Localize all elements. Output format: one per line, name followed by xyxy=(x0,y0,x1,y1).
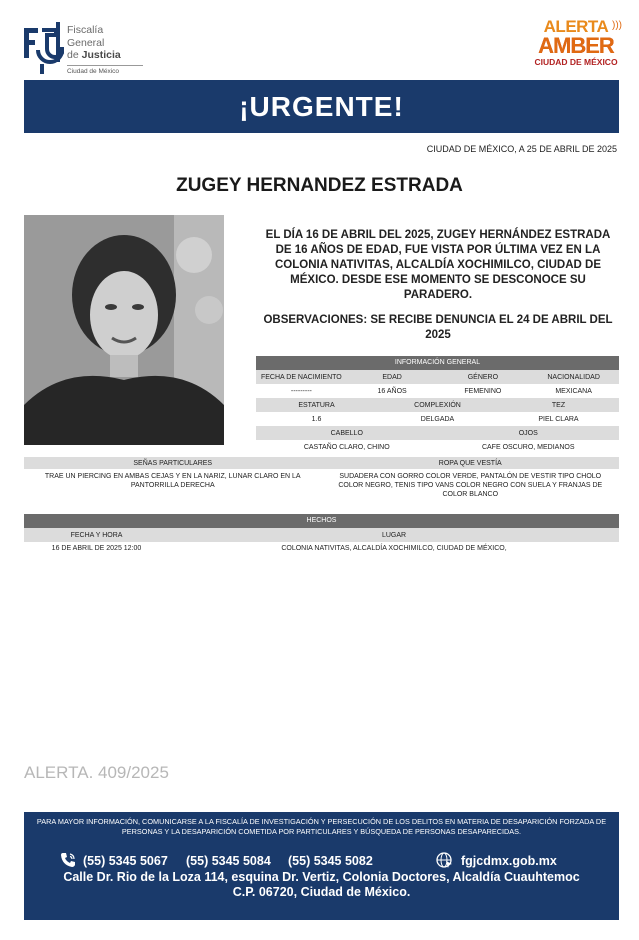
portrait-image xyxy=(24,215,224,445)
footer xyxy=(24,812,619,920)
info-header-row-2 xyxy=(256,398,619,412)
value-place: COLONIA NATIVITAS, ALCALDÍA XOCHIMILCO, CIUDAD DE MÉXICO, xyxy=(281,544,507,552)
value-marks: TRAE UN PIERCING EN AMBAS CEJAS Y EN LA NARIZ, LUNAR CLARO EN LA PANTORRILLA DERECHA xyxy=(44,473,301,489)
header-datetime: FECHA Y HORA xyxy=(70,531,123,539)
info-value-row-3 xyxy=(24,440,619,454)
phone-1[interactable]: (55) 5345 5067 xyxy=(83,854,168,868)
header xyxy=(0,0,639,80)
general-info-table xyxy=(256,356,619,440)
value-hair: CASTAÑO CLARO, CHINO xyxy=(303,443,390,451)
website-link[interactable]: fgjcdmx.gob.mx xyxy=(461,854,557,868)
header-gender: GÉNERO xyxy=(467,373,499,381)
globe-cursor-icon xyxy=(436,852,453,869)
person-name: ZUGEY HERNANDEZ ESTRADA xyxy=(176,175,463,196)
banner-title: ¡URGENTE! xyxy=(239,90,404,122)
fgj-logo xyxy=(22,20,152,80)
fgj-logo-text xyxy=(67,24,121,62)
amber-line-2: AMBER xyxy=(538,33,614,58)
phone-2[interactable]: (55) 5345 5084 xyxy=(186,854,271,868)
info-header-row-3 xyxy=(256,426,619,440)
logo-line-1: Fiscalía xyxy=(67,24,104,36)
value-nationality: MEXICANA xyxy=(555,387,592,395)
phone-icon xyxy=(60,852,76,868)
amber-alert-logo xyxy=(530,18,622,78)
value-clothing: SUDADERA CON GORRO COLOR VERDE, PANTALÓN DE VESTIR TIPO CHOLO COLOR NEGRO, TENIS TIPO VANS COLOR NEGRO CON SUELA Y FRANJAS DE COLOR BLANCO xyxy=(338,473,603,498)
info-value-row-2 xyxy=(256,412,619,426)
person-photo xyxy=(24,215,224,445)
header-age: EDAD xyxy=(382,373,402,381)
value-birthdate: --------- xyxy=(290,387,312,395)
events-value-row xyxy=(24,542,619,554)
urgent-banner xyxy=(24,80,619,133)
header-birthdate: FECHA DE NACIMIENTO xyxy=(260,373,342,381)
value-gender: FEMENINO xyxy=(464,387,502,395)
events-title: HECHOS xyxy=(24,514,619,528)
value-height: 1.6 xyxy=(311,415,322,423)
info-value-row-1 xyxy=(256,384,619,398)
value-eyes: CAFE OSCURO, MEDIANOS xyxy=(481,443,575,451)
value-age: 16 AÑOS xyxy=(377,387,407,395)
logo-line-3: de xyxy=(67,49,79,61)
marks-clothing-table xyxy=(24,457,619,499)
observations: OBSERVACIONES: SE RECIBE DENUNCIA EL 24 DE ABRIL DEL 2025 xyxy=(263,314,613,341)
value-build: DELGADA xyxy=(420,415,455,423)
header-eyes: OJOS xyxy=(518,429,538,437)
fgj-emblem-icon xyxy=(22,20,64,76)
footer-address xyxy=(24,870,619,900)
header-skin: TEZ xyxy=(551,401,566,409)
events-header-row xyxy=(24,528,619,542)
amber-line-1: ALERTA xyxy=(543,17,609,36)
value-datetime: 16 DE ABRIL DE 2025 12:00 xyxy=(51,544,142,552)
issue-date: CIUDAD DE MÉXICO, A 25 DE ABRIL DE 2025 xyxy=(426,144,617,154)
header-height: ESTATURA xyxy=(298,401,335,409)
footer-info: PARA MAYOR INFORMACIÓN, COMUNICARSE A LA FISCALÍA DE INVESTIGACIÓN Y PERSECUCIÓN DE LOS DELITOS EN MATERIA DE DESAPARICIÓN FORZADA DE PERSONAS Y LA DESAPARICIÓN COMETIDA POR PARTICULARES Y BÚSQUEDA DE PERSONAS DESAPARECIDAS. xyxy=(36,817,607,836)
header-hair: CABELLO xyxy=(330,429,363,437)
signal-waves-icon: ))) xyxy=(612,20,622,31)
marks-value-row xyxy=(24,469,619,499)
case-description: EL DÍA 16 DE ABRIL DEL 2025, ZUGEY HERNÁNDEZ ESTRADA DE 16 AÑOS DE EDAD, FUE VISTA POR ÚLTIMA VEZ EN LA COLONIA NATIVITAS, ALCALDÍA XOCHIMILCO, CIUDAD DE MÉXICO. DESDE ESE MOMENTO SE DESCONOCE SU PARADERO. xyxy=(265,229,611,301)
amber-line-3: CIUDAD DE MÉXICO xyxy=(534,57,618,67)
info-title: INFORMACIÓN GENERAL xyxy=(256,356,619,370)
phone-3[interactable]: (55) 5345 5082 xyxy=(288,854,373,868)
logo-subtitle: Ciudad de México xyxy=(67,65,143,75)
header-place: LUGAR xyxy=(381,531,407,539)
header-marks: SEÑAS PARTICULARES xyxy=(133,459,213,467)
footer-contacts xyxy=(24,852,619,872)
logo-bold: Justicia xyxy=(81,49,121,61)
address-line-1: Calle Dr. Rio de la Loza 114, esquina Dr. Vertiz, Colonia Doctores, Alcaldía Cuauhtemoc xyxy=(63,870,580,884)
address-line-2: C.P. 06720, Ciudad de México. xyxy=(232,885,411,899)
info-header-row-1 xyxy=(256,370,619,384)
events-table xyxy=(24,514,619,554)
logo-line-2: General xyxy=(67,36,105,49)
value-skin: PIEL CLARA xyxy=(538,415,579,423)
header-clothing: ROPA QUE VESTÍA xyxy=(438,459,502,467)
header-build: COMPLEXIÓN xyxy=(414,401,461,409)
header-nationality: NACIONALIDAD xyxy=(547,373,600,381)
marks-header-row xyxy=(24,457,619,469)
alert-number: ALERTA. 409/2025 xyxy=(24,763,169,782)
